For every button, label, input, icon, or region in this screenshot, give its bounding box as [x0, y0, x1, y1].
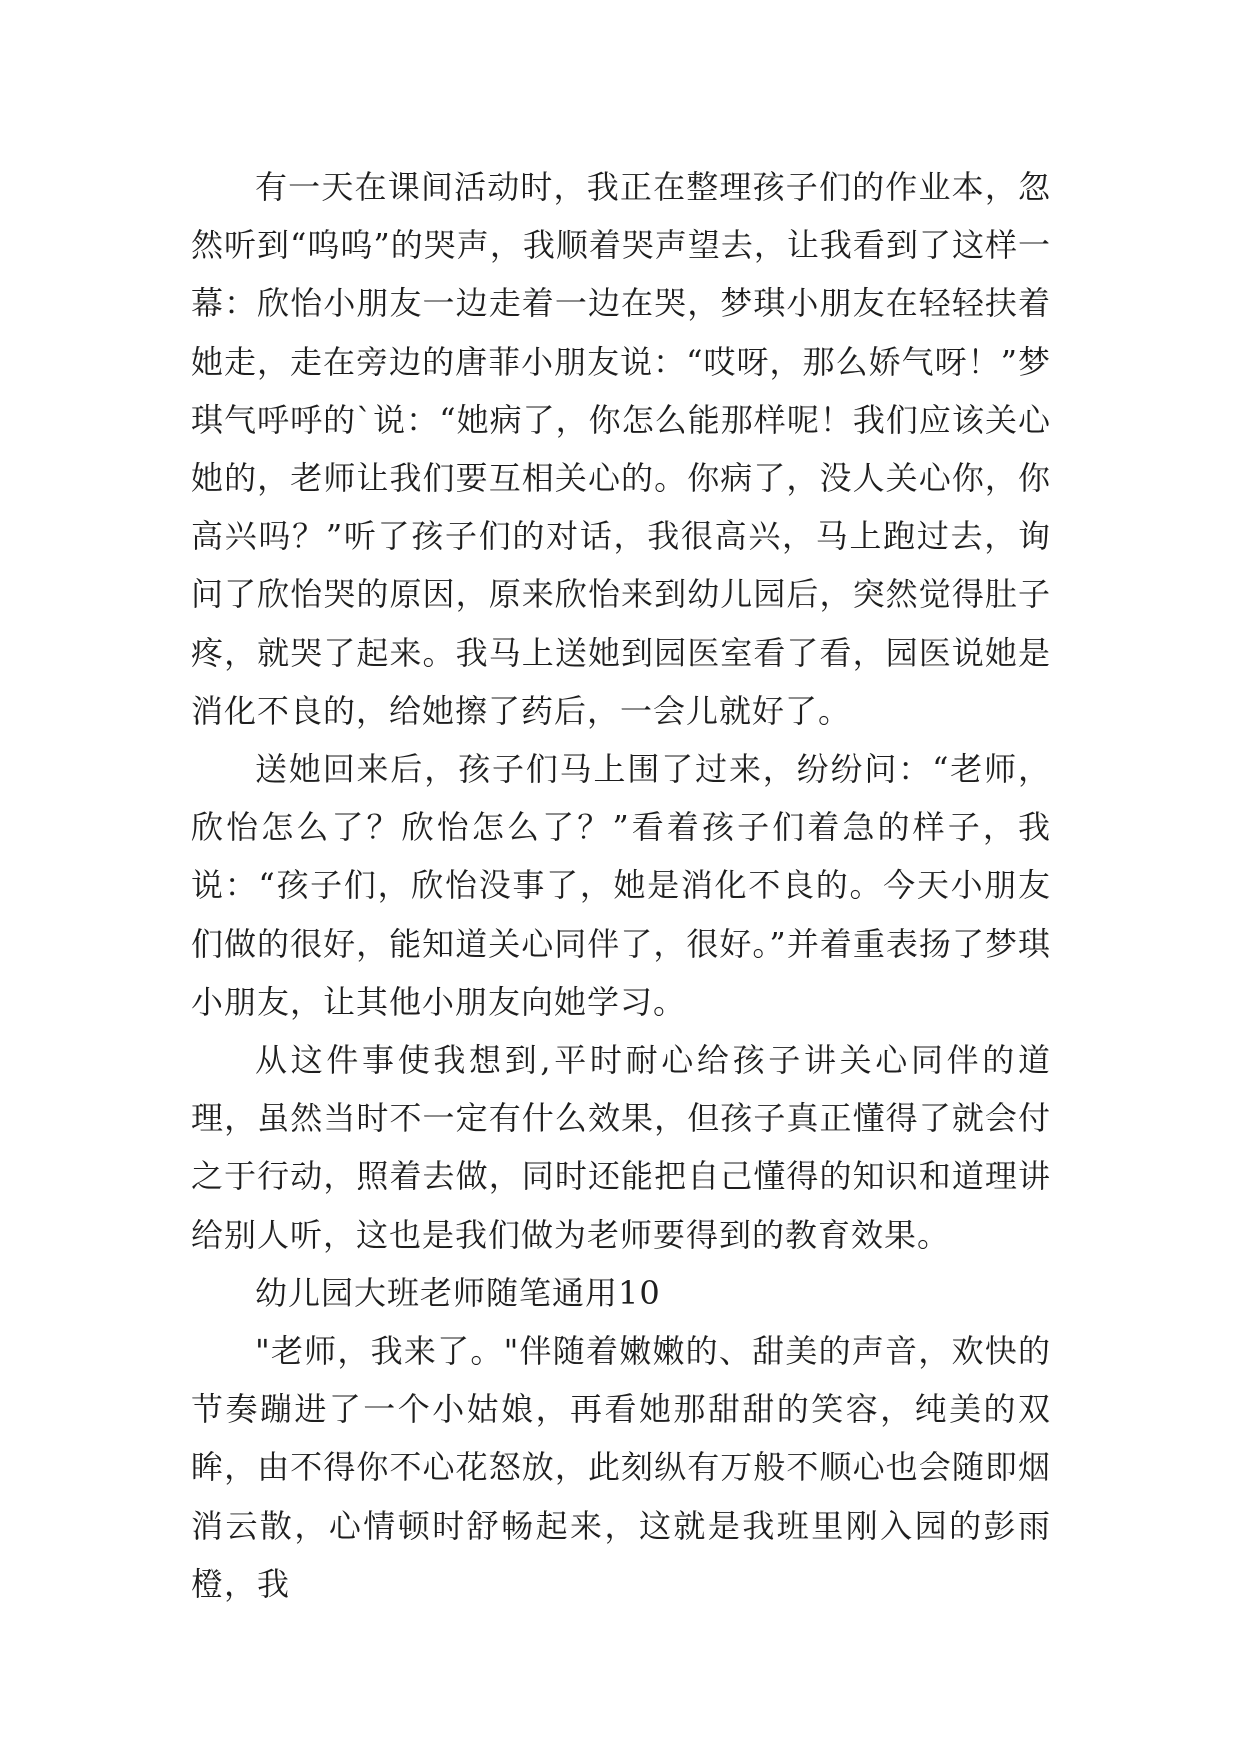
paragraph-3: 从这件事使我想到,平时耐心给孩子讲关心同伴的道理，虽然当时不一定有什么效果，但孩子真正懂得了就会付之于行动，照着去做，同时还能把自己懂得的知识和道理讲给别人听，这也是我们做为老师要得到的教育效果。: [191, 1041, 1051, 1254]
paragraph-1: 有一天在课间活动时，我正在整理孩子们的作业本，忽然听到“呜呜”的哭声，我顺着哭声望去，让我看到了这样一幕：欣怡小朋友一边走着一边在哭，梦琪小朋友在轻轻扶着她走，走在旁边的唐菲小朋友说：“哎呀，那么娇气呀！”梦琪气呼呼的`说：“她病了，你怎么能那样呢！我们应该关心她的，老师让我们要互相关心的。你病了，没人关心你，你高兴吗？”听了孩子们的对话，我很高兴，马上跑过去，询问了欣怡哭的原因，原来欣怡来到幼儿园后，突然觉得肚子疼，就哭了起来。我马上送她到园医室看了看，园医说她是消化不良的，给她擦了药后，一会儿就好了。: [191, 168, 1051, 730]
section-title: 幼儿园大班老师随笔通用10: [255, 1273, 661, 1312]
paragraph-2: 送她回来后，孩子们马上围了过来，纷纷问：“老师，欣怡怎么了？欣怡怎么了？”看着孩子们着急的样子，我说：“孩子们，欣怡没事了，她是消化不良的。今天小朋友们做的很好，能知道关心同伴了，很好。”并着重表扬了梦琪小朋友，让其他小朋友向她学习。: [191, 750, 1051, 1021]
paragraph-4: "老师，我来了。"伴随着嫩嫩的、甜美的声音，欢快的节奏蹦进了一个小姑娘，再看她那甜甜的笑容，纯美的双眸，由不得你不心花怒放，此刻纵有万般不顺心也会随即烟消云散，心情顿时舒畅起来，这就是我班里刚入园的彭雨橙，我: [191, 1332, 1051, 1603]
document-body: [191, 158, 1051, 1613]
